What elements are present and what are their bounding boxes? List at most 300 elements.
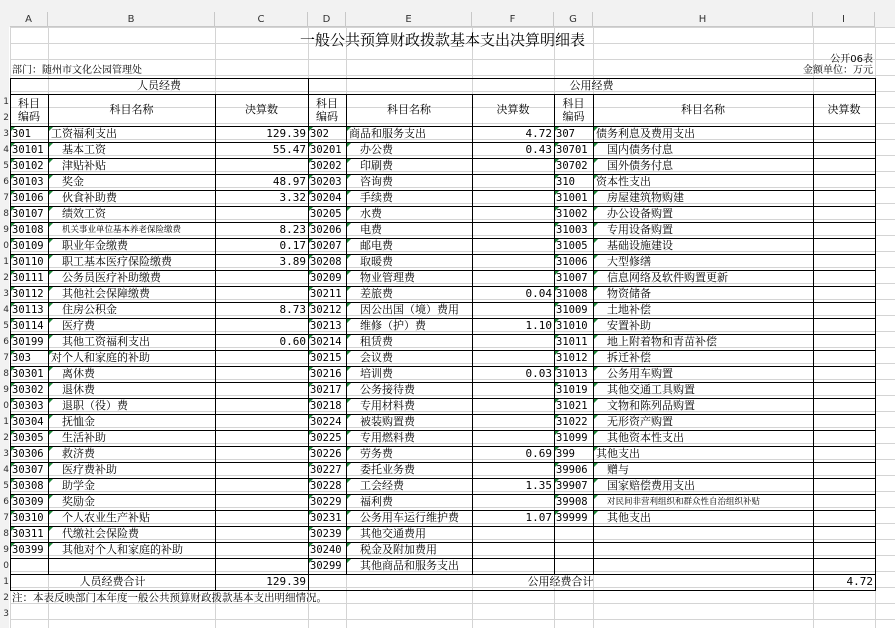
public2-amount-cell[interactable] [813, 350, 875, 366]
public1-code-cell[interactable]: 30240 [310, 544, 342, 556]
public2-code-cell[interactable]: 31013 [556, 368, 588, 380]
public1-code-cell[interactable]: 30203 [310, 176, 342, 188]
row-number[interactable]: 1 [0, 94, 9, 110]
personnel-name-cell[interactable]: 退职（役）费 [62, 399, 128, 412]
public1-name-cell[interactable]: 手续费 [360, 191, 393, 204]
public2-amount-cell[interactable] [813, 462, 875, 478]
personnel-name-cell[interactable] [48, 558, 215, 574]
public1-code-cell[interactable]: 30212 [310, 304, 342, 316]
public2-amount-cell[interactable] [813, 270, 875, 286]
public2-amount-cell[interactable] [813, 238, 875, 254]
personnel-code-cell[interactable]: 30303 [12, 400, 44, 412]
report-title[interactable]: 一般公共预算财政拨款基本支出决算明细表 [299, 31, 585, 49]
public2-amount-cell[interactable] [813, 494, 875, 510]
public1-code-cell[interactable]: 30226 [310, 448, 342, 460]
public1-name-header[interactable]: 科目名称 [387, 103, 431, 116]
personnel-code-cell[interactable]: 30199 [12, 336, 44, 348]
row-number[interactable]: 3 [0, 606, 9, 622]
public1-code-cell[interactable]: 30206 [310, 224, 342, 236]
total-personnel-amount[interactable]: 129.39 [266, 575, 306, 588]
personnel-code-cell[interactable]: 30114 [12, 320, 44, 332]
personnel-amount-cell[interactable] [215, 318, 308, 334]
personnel-amount-cell[interactable] [215, 366, 308, 382]
public1-amount-cell[interactable] [472, 558, 554, 574]
public1-amount-cell[interactable] [472, 222, 554, 238]
row-number[interactable]: 3 [0, 126, 9, 142]
public2-code-cell[interactable]: 31011 [556, 336, 588, 348]
public1-name-cell[interactable]: 商品和服务支出 [349, 127, 426, 140]
public2-amount-cell[interactable] [813, 190, 875, 206]
public1-name-cell[interactable]: 委托业务费 [360, 463, 415, 476]
personnel-amount-cell[interactable]: 3.89 [279, 255, 306, 268]
column-header-e[interactable]: E [346, 12, 472, 27]
row-number[interactable]: 9 [0, 222, 9, 238]
public1-amount-cell[interactable] [472, 270, 554, 286]
public2-name-cell[interactable]: 其他资本性支出 [607, 431, 684, 444]
public1-amount-cell[interactable] [472, 206, 554, 222]
public2-name-cell[interactable]: 国家赔偿费用支出 [607, 479, 695, 492]
public2-name-cell[interactable] [593, 526, 813, 542]
personnel-name-cell[interactable]: 奖励金 [62, 495, 95, 508]
public2-code-cell[interactable]: 31002 [556, 208, 588, 220]
row-number[interactable]: 2 [0, 270, 9, 286]
public1-name-cell[interactable]: 租赁费 [360, 335, 393, 348]
public1-code-cell[interactable]: 30205 [310, 208, 342, 220]
personnel-code-header[interactable] [10, 94, 48, 126]
public2-amount-cell[interactable] [813, 446, 875, 462]
public2-name-cell[interactable]: 国外债务付息 [607, 159, 673, 172]
public2-code-cell[interactable]: 31008 [556, 288, 588, 300]
personnel-amount-cell[interactable]: 48.97 [272, 175, 306, 188]
public1-code-cell[interactable]: 30209 [310, 272, 342, 284]
public2-name-cell[interactable]: 债务利息及费用支出 [596, 127, 695, 140]
personnel-amount-cell[interactable]: 8.73 [279, 303, 306, 316]
public1-code-cell[interactable]: 302 [310, 128, 329, 140]
row-number[interactable]: 5 [0, 158, 9, 174]
public2-code-cell[interactable]: 39907 [556, 480, 588, 492]
public2-code-cell[interactable]: 310 [556, 176, 575, 188]
public1-name-cell[interactable]: 税金及附加费用 [360, 543, 437, 556]
public1-code-cell[interactable]: 30211 [310, 288, 342, 300]
personnel-name-cell[interactable]: 抚恤金 [62, 415, 95, 428]
public2-amount-cell[interactable] [813, 254, 875, 270]
public1-code-cell[interactable]: 30215 [310, 352, 342, 364]
public1-amount-cell[interactable]: 1.10 [525, 319, 552, 332]
personnel-amount-cell[interactable] [215, 526, 308, 542]
public1-code-cell[interactable]: 30299 [310, 560, 342, 572]
public2-name-cell[interactable]: 专用设备购置 [607, 223, 673, 236]
public1-name-cell[interactable]: 其他商品和服务支出 [360, 559, 459, 572]
row-number[interactable]: 8 [0, 526, 9, 542]
public2-name-cell[interactable]: 地上附着物和青苗补偿 [607, 335, 717, 348]
personnel-code-cell[interactable]: 301 [12, 128, 31, 140]
public2-name-cell[interactable]: 房屋建筑物购建 [607, 191, 684, 204]
personnel-name-cell[interactable]: 津贴补贴 [62, 159, 106, 172]
public2-amount-cell[interactable] [813, 398, 875, 414]
personnel-amount-header[interactable]: 决算数 [245, 103, 278, 116]
personnel-amount-cell[interactable] [215, 350, 308, 366]
personnel-amount-cell[interactable] [215, 462, 308, 478]
row-number[interactable]: 7 [0, 510, 9, 526]
section-personnel-header[interactable]: 人员经费 [137, 79, 181, 92]
public2-amount-cell[interactable] [813, 222, 875, 238]
personnel-code-cell[interactable]: 30307 [12, 464, 44, 476]
public1-name-cell[interactable]: 因公出国（境）费用 [360, 303, 459, 316]
public2-name-cell[interactable] [593, 558, 813, 574]
personnel-amount-cell[interactable] [215, 510, 308, 526]
public2-name-cell[interactable]: 其他支出 [596, 447, 640, 460]
public1-name-cell[interactable]: 维修（护）费 [360, 319, 426, 332]
public2-amount-cell[interactable] [813, 366, 875, 382]
public2-name-cell[interactable]: 公务用车购置 [607, 367, 673, 380]
personnel-code-cell[interactable]: 303 [12, 352, 31, 364]
row-number[interactable]: 1 [0, 414, 9, 430]
personnel-code-cell[interactable]: 30107 [12, 208, 44, 220]
public1-name-cell[interactable]: 公务接待费 [360, 383, 415, 396]
column-header-f[interactable]: F [472, 12, 554, 27]
personnel-code-cell[interactable] [10, 558, 48, 574]
department-label[interactable]: 部门：随州市文化公园管理处 [12, 65, 142, 76]
personnel-code-cell[interactable]: 30102 [12, 160, 44, 172]
public2-amount-cell[interactable] [813, 174, 875, 190]
public1-code-cell[interactable]: 30231 [310, 512, 342, 524]
public2-code-cell[interactable]: 30702 [556, 160, 588, 172]
public2-code-cell[interactable] [554, 526, 593, 542]
personnel-name-header[interactable]: 科目名称 [109, 103, 154, 116]
personnel-code-cell[interactable]: 30106 [12, 192, 44, 204]
personnel-name-cell[interactable]: 住房公积金 [62, 303, 117, 316]
personnel-amount-cell[interactable] [215, 158, 308, 174]
personnel-amount-cell[interactable]: 0.60 [279, 335, 306, 348]
row-number[interactable]: 4 [0, 462, 9, 478]
public2-code-cell[interactable]: 31012 [556, 352, 588, 364]
public2-name-cell[interactable]: 对民间非营利组织和群众性自治组织补贴 [607, 497, 761, 507]
public1-name-cell[interactable]: 其他交通费用 [360, 527, 426, 540]
personnel-amount-cell[interactable] [215, 414, 308, 430]
row-number[interactable]: 3 [0, 286, 9, 302]
public2-code-cell[interactable]: 31010 [556, 320, 588, 332]
public1-amount-cell[interactable]: 0.03 [525, 367, 552, 380]
public1-code-cell[interactable]: 30202 [310, 160, 342, 172]
personnel-name-cell[interactable]: 绩效工资 [62, 207, 106, 220]
row-number[interactable]: 0 [0, 398, 9, 414]
public1-name-cell[interactable]: 印刷费 [360, 159, 393, 172]
column-header-d[interactable]: D [308, 12, 346, 27]
public2-name-header[interactable]: 科目名称 [681, 103, 725, 116]
public1-code-cell[interactable]: 30227 [310, 464, 342, 476]
public2-code-cell[interactable]: 31003 [556, 224, 588, 236]
public1-code-header[interactable] [308, 94, 346, 126]
row-number[interactable]: 4 [0, 142, 9, 158]
public1-amount-cell[interactable]: 0.04 [525, 287, 552, 300]
public2-name-cell[interactable]: 赠与 [607, 463, 629, 476]
public2-amount-cell[interactable] [813, 142, 875, 158]
public2-name-cell[interactable]: 资本性支出 [596, 175, 651, 188]
personnel-amount-cell[interactable] [215, 446, 308, 462]
public1-name-cell[interactable]: 专用燃料费 [360, 431, 415, 444]
column-header-c[interactable]: C [215, 12, 308, 27]
personnel-name-cell[interactable]: 代缴社会保险费 [62, 527, 139, 540]
public1-amount-cell[interactable] [472, 254, 554, 270]
public1-name-cell[interactable]: 水费 [360, 207, 382, 220]
row-number[interactable]: 9 [0, 382, 9, 398]
public1-code-cell[interactable]: 30229 [310, 496, 342, 508]
public2-amount-cell[interactable] [813, 510, 875, 526]
public2-name-cell[interactable]: 文物和陈列品购置 [607, 399, 695, 412]
public2-amount-cell[interactable] [813, 126, 875, 142]
personnel-name-cell[interactable]: 其他工资福利支出 [62, 335, 150, 348]
public2-amount-cell[interactable] [813, 318, 875, 334]
public1-amount-cell[interactable] [472, 190, 554, 206]
column-header-h[interactable]: H [593, 12, 813, 27]
public1-code-cell[interactable]: 30213 [310, 320, 342, 332]
public1-amount-cell[interactable] [472, 430, 554, 446]
column-header-i[interactable]: I [813, 12, 875, 27]
row-number[interactable]: 2 [0, 590, 9, 606]
row-number[interactable]: 5 [0, 478, 9, 494]
public1-amount-cell[interactable]: 1.07 [525, 511, 552, 524]
public1-name-cell[interactable]: 咨询费 [360, 175, 393, 188]
public2-amount-cell[interactable] [813, 526, 875, 542]
personnel-name-cell[interactable]: 职业年金缴费 [62, 239, 128, 252]
public2-amount-cell[interactable] [813, 158, 875, 174]
public2-amount-cell[interactable] [813, 542, 875, 558]
row-number[interactable]: 2 [0, 110, 9, 126]
row-number[interactable]: 8 [0, 366, 9, 382]
public1-code-cell[interactable]: 30224 [310, 416, 342, 428]
public1-amount-cell[interactable] [472, 462, 554, 478]
total-public-amount[interactable]: 4.72 [846, 575, 873, 588]
column-header-a[interactable]: A [10, 12, 48, 27]
public2-code-cell[interactable]: 31001 [556, 192, 588, 204]
personnel-code-cell[interactable]: 30108 [12, 224, 44, 236]
public1-code-cell[interactable]: 30218 [310, 400, 342, 412]
public2-name-cell[interactable]: 土地补偿 [607, 303, 651, 316]
personnel-name-cell[interactable]: 助学金 [62, 479, 95, 492]
public2-name-cell[interactable]: 物资储备 [607, 287, 651, 300]
public1-amount-cell[interactable]: 0.43 [525, 143, 552, 156]
personnel-code-cell[interactable]: 30306 [12, 448, 44, 460]
public1-name-cell[interactable]: 会议费 [360, 351, 393, 364]
personnel-name-cell[interactable]: 对个人和家庭的补助 [51, 351, 150, 364]
public1-amount-cell[interactable] [472, 398, 554, 414]
public2-code-cell[interactable]: 31009 [556, 304, 588, 316]
personnel-name-cell[interactable]: 职工基本医疗保险缴费 [62, 255, 172, 268]
public2-code-cell[interactable]: 307 [556, 128, 575, 140]
public2-amount-cell[interactable] [813, 334, 875, 350]
personnel-name-cell[interactable]: 机关事业单位基本养老保险缴费 [62, 225, 182, 235]
public2-amount-cell[interactable] [813, 302, 875, 318]
personnel-amount-cell[interactable]: 55.47 [272, 143, 306, 156]
personnel-code-cell[interactable]: 30112 [12, 288, 44, 300]
personnel-code-cell[interactable]: 30101 [12, 144, 44, 156]
public2-code-cell[interactable]: 31006 [556, 256, 588, 268]
row-number[interactable]: 1 [0, 254, 9, 270]
row-number[interactable]: 1 [0, 574, 9, 590]
public2-code-cell[interactable]: 39999 [556, 512, 588, 524]
personnel-amount-cell[interactable]: 129.39 [266, 127, 306, 140]
public1-amount-cell[interactable] [472, 302, 554, 318]
public1-code-cell[interactable]: 30214 [310, 336, 342, 348]
row-number[interactable]: 6 [0, 494, 9, 510]
personnel-code-cell[interactable]: 30399 [12, 544, 44, 556]
personnel-amount-cell[interactable]: 0.17 [279, 239, 306, 252]
public1-name-cell[interactable]: 取暖费 [360, 255, 393, 268]
public2-code-cell[interactable]: 31021 [556, 400, 588, 412]
row-number[interactable]: 6 [0, 174, 9, 190]
public1-name-cell[interactable]: 福利费 [360, 495, 393, 508]
personnel-amount-cell[interactable]: 8.23 [279, 223, 306, 236]
public2-code-header[interactable] [554, 94, 593, 126]
row-number[interactable]: 3 [0, 446, 9, 462]
public2-name-cell[interactable]: 其他支出 [607, 511, 651, 524]
public2-amount-cell[interactable] [813, 414, 875, 430]
public2-code-cell[interactable] [554, 558, 593, 574]
personnel-code-cell[interactable]: 30103 [12, 176, 44, 188]
personnel-name-cell[interactable]: 个人农业生产补贴 [62, 511, 150, 524]
public2-code-cell[interactable]: 39908 [556, 496, 588, 508]
personnel-amount-cell[interactable]: 3.32 [279, 191, 306, 204]
public2-name-cell[interactable]: 基础设施建设 [607, 239, 673, 252]
personnel-code-cell[interactable]: 30310 [12, 512, 44, 524]
personnel-name-cell[interactable]: 公务员医疗补助缴费 [62, 271, 161, 284]
row-number[interactable]: 8 [0, 206, 9, 222]
row-number[interactable]: 7 [0, 350, 9, 366]
public2-code-cell[interactable]: 31005 [556, 240, 588, 252]
public1-amount-cell[interactable] [472, 350, 554, 366]
public1-code-cell[interactable]: 30239 [310, 528, 342, 540]
public1-name-cell[interactable]: 培训费 [360, 367, 393, 380]
personnel-name-cell[interactable]: 奖金 [62, 175, 84, 188]
personnel-amount-cell[interactable] [215, 286, 308, 302]
public1-name-cell[interactable]: 办公费 [360, 143, 393, 156]
public1-amount-cell[interactable] [472, 542, 554, 558]
public1-amount-cell[interactable] [472, 334, 554, 350]
public2-name-cell[interactable]: 办公设备购置 [607, 207, 673, 220]
public2-name-cell[interactable]: 其他交通工具购置 [607, 383, 695, 396]
personnel-amount-cell[interactable] [215, 478, 308, 494]
personnel-name-cell[interactable]: 伙食补助费 [62, 191, 117, 204]
footnote[interactable]: 注：本表反映部门本年度一般公共预算财政拨款基本支出明细情况。 [12, 592, 327, 604]
public1-name-cell[interactable]: 专用材料费 [360, 399, 415, 412]
public2-name-cell[interactable]: 拆迁补偿 [607, 351, 651, 364]
public1-name-cell[interactable]: 物业管理费 [360, 271, 415, 284]
public1-name-cell[interactable]: 差旅费 [360, 287, 393, 300]
personnel-code-cell[interactable]: 30110 [12, 256, 44, 268]
public1-name-cell[interactable]: 被装购置费 [360, 415, 415, 428]
column-header-g[interactable]: G [554, 12, 593, 27]
public2-code-cell[interactable] [554, 542, 593, 558]
public2-name-cell[interactable]: 国内债务付息 [607, 143, 673, 156]
personnel-name-cell[interactable]: 救济费 [62, 447, 95, 460]
personnel-name-cell[interactable]: 退休费 [62, 383, 95, 396]
personnel-name-cell[interactable]: 其他对个人和家庭的补助 [62, 543, 183, 556]
public1-amount-cell[interactable]: 0.69 [525, 447, 552, 460]
personnel-code-cell[interactable]: 30308 [12, 480, 44, 492]
public2-amount-cell[interactable] [813, 430, 875, 446]
public1-amount-cell[interactable]: 1.35 [525, 479, 552, 492]
public1-code-cell[interactable]: 30201 [310, 144, 342, 156]
personnel-amount-cell[interactable] [215, 398, 308, 414]
public1-code-cell[interactable]: 30216 [310, 368, 342, 380]
personnel-amount-cell[interactable] [215, 270, 308, 286]
public2-amount-cell[interactable] [813, 478, 875, 494]
personnel-code-cell[interactable]: 30304 [12, 416, 44, 428]
public1-name-cell[interactable]: 公务用车运行维护费 [360, 511, 459, 524]
public2-code-cell[interactable]: 31022 [556, 416, 588, 428]
personnel-code-cell[interactable]: 30302 [12, 384, 44, 396]
public1-code-cell[interactable]: 30204 [310, 192, 342, 204]
public1-amount-cell[interactable] [472, 174, 554, 190]
personnel-code-cell[interactable]: 30305 [12, 432, 44, 444]
total-public-label[interactable]: 公用经费合计 [527, 575, 594, 588]
row-number[interactable]: 0 [0, 238, 9, 254]
public2-name-cell[interactable]: 安置补助 [607, 319, 651, 332]
public2-amount-cell[interactable] [813, 558, 875, 574]
public1-name-cell[interactable]: 工会经费 [360, 479, 404, 492]
personnel-amount-cell[interactable] [215, 494, 308, 510]
personnel-amount-cell[interactable] [215, 382, 308, 398]
public1-name-cell[interactable]: 电费 [360, 223, 382, 236]
public1-name-cell[interactable]: 劳务费 [360, 447, 393, 460]
public2-code-cell[interactable]: 31019 [556, 384, 588, 396]
personnel-name-cell[interactable]: 工资福利支出 [51, 127, 117, 140]
section-public-header[interactable]: 公用经费 [569, 79, 614, 92]
personnel-code-cell[interactable]: 30111 [12, 272, 44, 284]
public2-code-cell[interactable]: 39906 [556, 464, 588, 476]
public2-code-cell[interactable]: 31099 [556, 432, 588, 444]
personnel-name-cell[interactable]: 医疗费 [62, 319, 95, 332]
unit-label[interactable]: 金额单位：万元 [803, 65, 873, 76]
public2-code-cell[interactable]: 399 [556, 448, 575, 460]
public1-amount-cell[interactable] [472, 158, 554, 174]
public1-name-cell[interactable]: 邮电费 [360, 239, 393, 252]
personnel-code-cell[interactable]: 30113 [12, 304, 44, 316]
form-code[interactable]: 公开06表 [830, 54, 873, 65]
public1-code-cell[interactable]: 30228 [310, 480, 342, 492]
personnel-amount-cell[interactable] [215, 542, 308, 558]
public1-amount-cell[interactable] [472, 238, 554, 254]
public2-amount-cell[interactable] [813, 382, 875, 398]
public2-name-cell[interactable]: 信息网络及软件购置更新 [607, 271, 728, 284]
personnel-name-cell[interactable]: 生活补助 [62, 431, 106, 444]
public1-amount-cell[interactable] [472, 526, 554, 542]
personnel-code-cell[interactable]: 30309 [12, 496, 44, 508]
public2-amount-cell[interactable] [813, 286, 875, 302]
row-number[interactable]: 2 [0, 430, 9, 446]
public1-code-cell[interactable]: 30225 [310, 432, 342, 444]
personnel-name-cell[interactable]: 基本工资 [62, 143, 106, 156]
row-number[interactable]: 9 [0, 542, 9, 558]
row-number[interactable]: 5 [0, 318, 9, 334]
public1-amount-cell[interactable] [472, 382, 554, 398]
personnel-name-cell[interactable]: 其他社会保障缴费 [62, 287, 150, 300]
column-header-b[interactable]: B [48, 12, 215, 27]
row-number[interactable]: 4 [0, 302, 9, 318]
public2-name-cell[interactable]: 大型修缮 [607, 255, 651, 268]
public2-name-cell[interactable]: 无形资产购置 [607, 415, 673, 428]
personnel-code-cell[interactable]: 30301 [12, 368, 44, 380]
personnel-code-cell[interactable]: 30109 [12, 240, 44, 252]
personnel-amount-cell[interactable] [215, 430, 308, 446]
public2-name-cell[interactable] [593, 542, 813, 558]
public1-amount-header[interactable]: 决算数 [496, 103, 530, 116]
personnel-amount-cell[interactable] [215, 206, 308, 222]
public1-amount-cell[interactable] [472, 494, 554, 510]
row-number[interactable]: 6 [0, 334, 9, 350]
personnel-code-cell[interactable]: 30311 [12, 528, 44, 540]
public1-code-cell[interactable]: 30207 [310, 240, 342, 252]
